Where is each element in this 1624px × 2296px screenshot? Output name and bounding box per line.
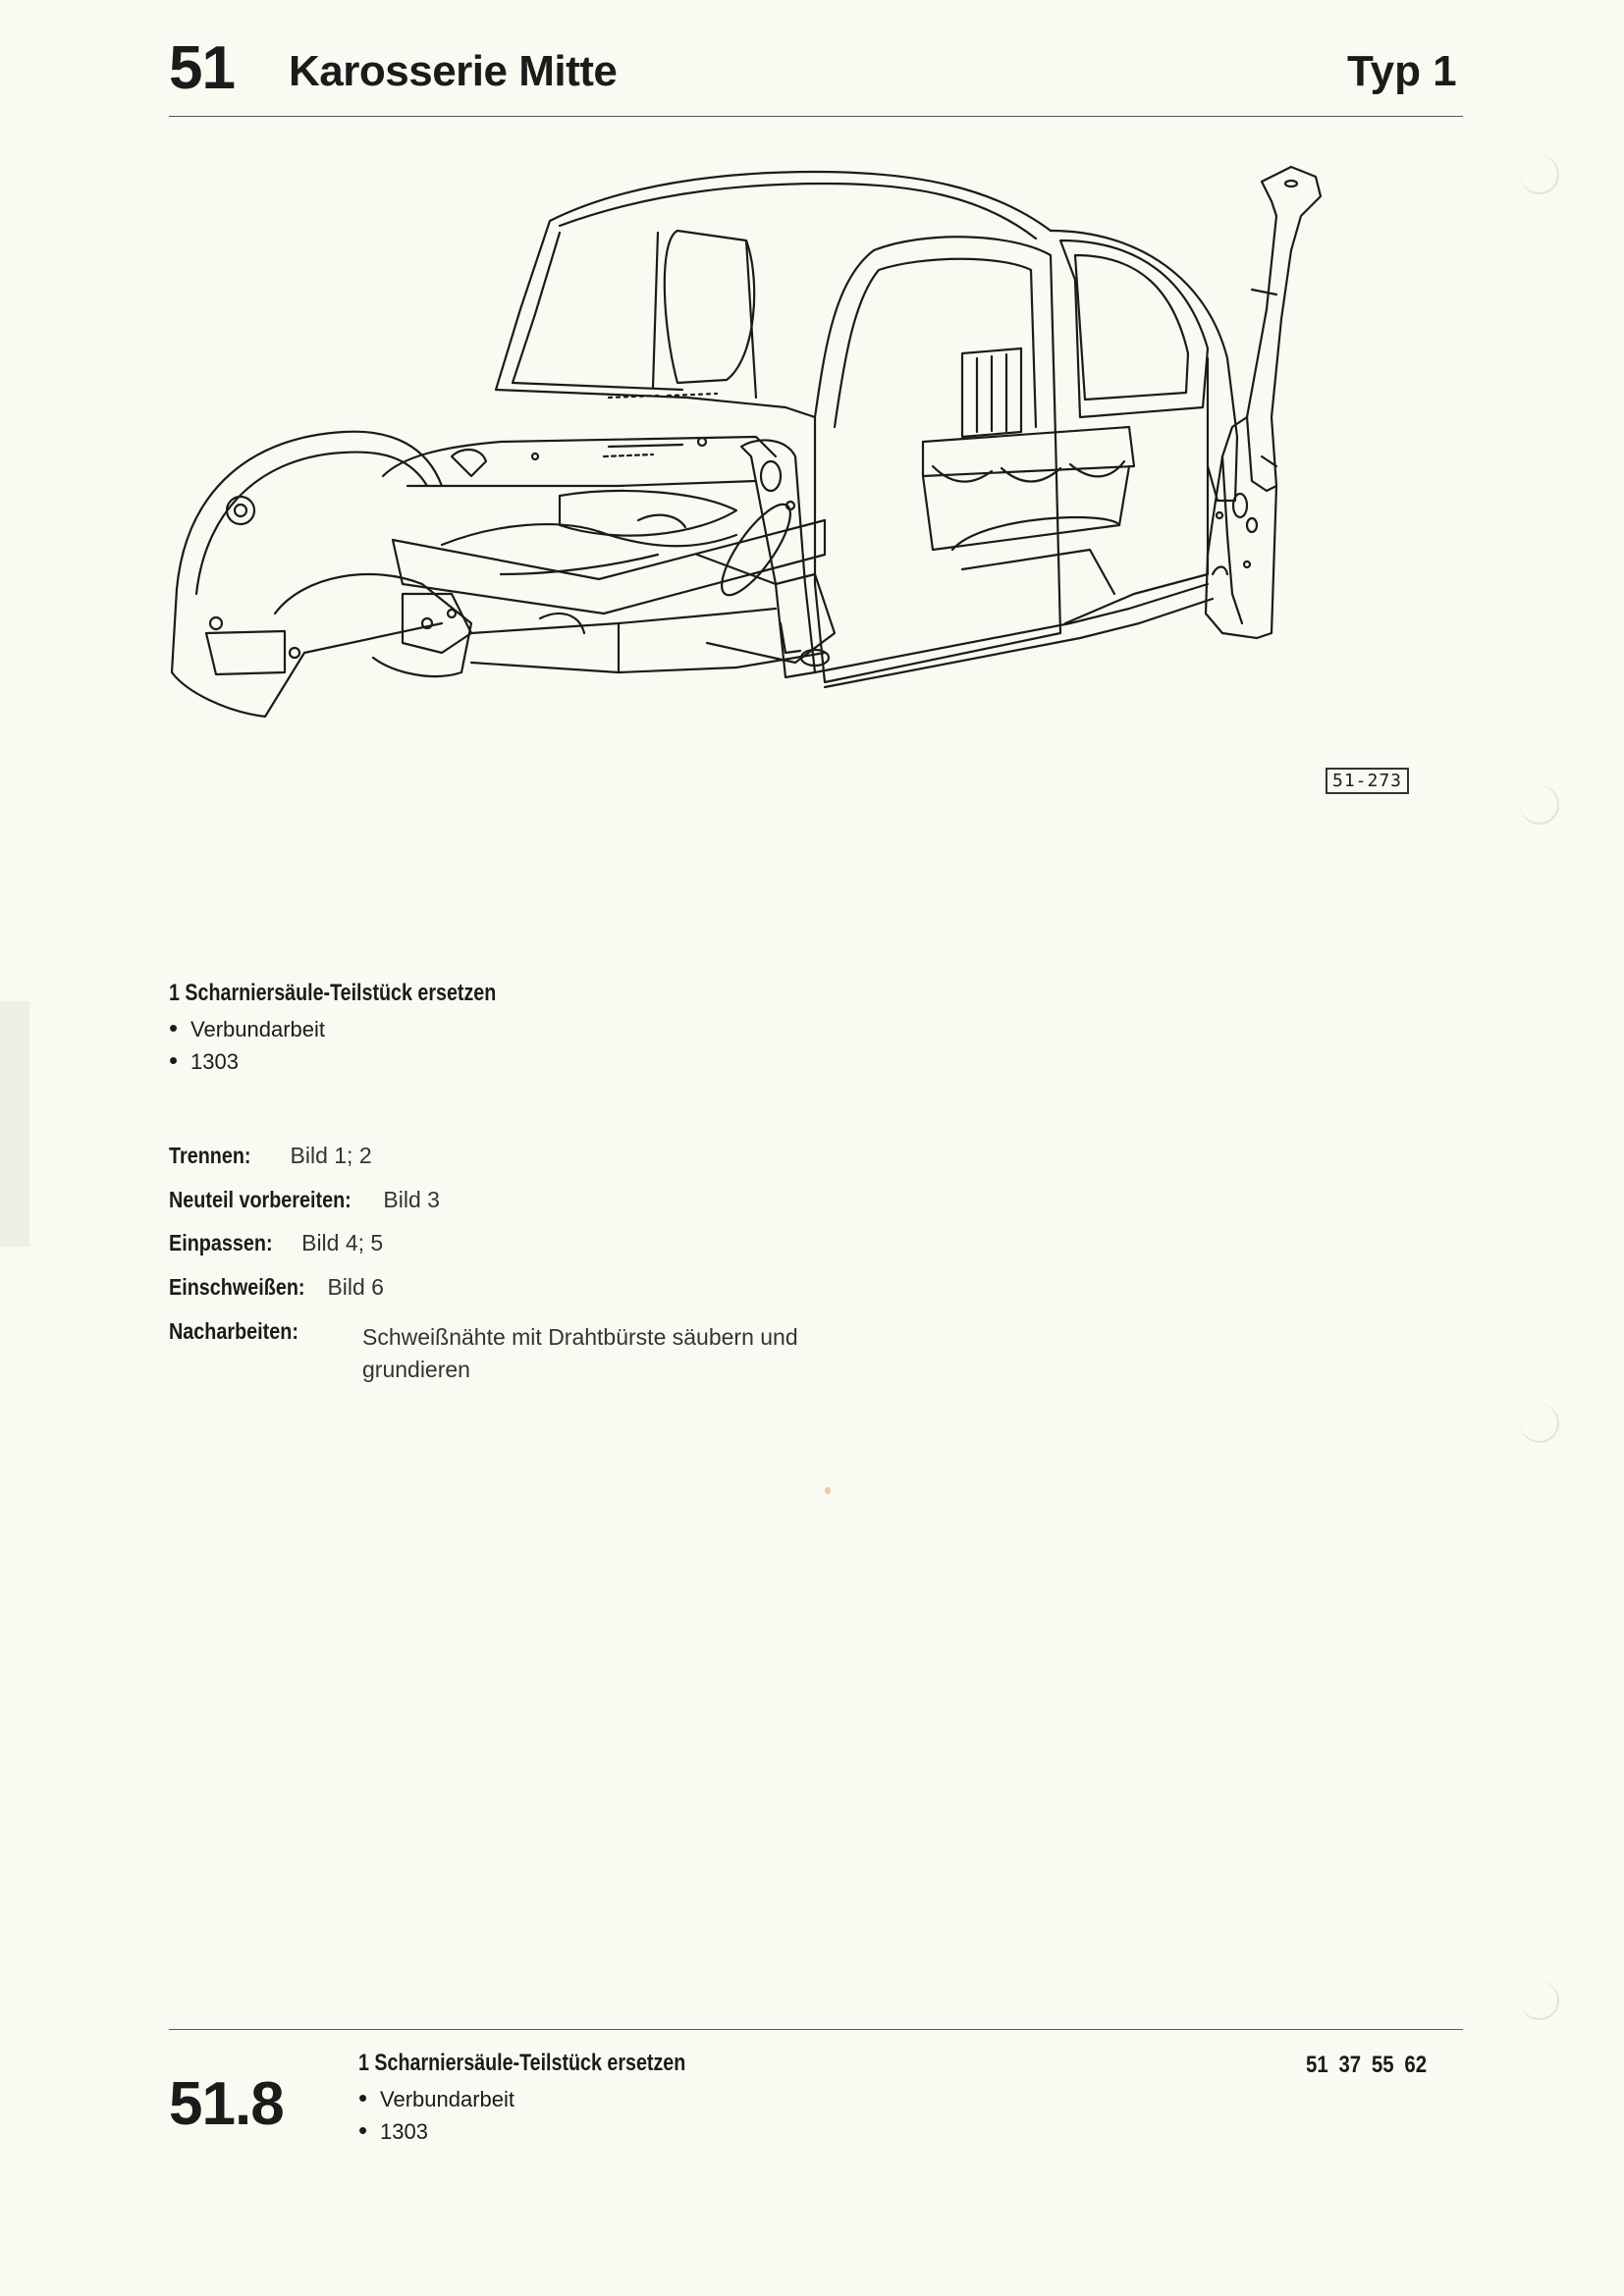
binder-hole xyxy=(1520,785,1559,825)
hinge-pillar-part-drawing xyxy=(1206,167,1321,638)
document-code: 51 37 55 62 xyxy=(1306,2052,1428,2078)
figure-reference: 51-273 xyxy=(1326,768,1409,794)
binder-hole xyxy=(1520,155,1559,194)
footer-bullet: • 1303 xyxy=(358,2117,428,2145)
chapter-title: Karosserie Mitte xyxy=(289,47,618,95)
procedure-label: Nacharbeiten: xyxy=(169,1318,298,1344)
procedure-label: Neuteil vorbereiten: xyxy=(169,1187,352,1212)
procedure-label: Einschweißen: xyxy=(169,1274,305,1300)
header-rule xyxy=(169,116,1463,117)
scan-smudge xyxy=(825,1487,831,1494)
procedure-row xyxy=(169,1274,384,1301)
procedure-row xyxy=(169,1143,372,1169)
procedure-row xyxy=(169,1318,798,1382)
footer-rule xyxy=(169,2029,1463,2030)
procedure-row xyxy=(169,1187,440,1213)
scan-edge-shade xyxy=(0,1001,29,1247)
procedure-value: Bild 1; 2 xyxy=(290,1143,372,1168)
binder-hole xyxy=(1520,1404,1559,1443)
procedure-label: Einpassen: xyxy=(169,1230,273,1255)
body-shell-illustration xyxy=(147,162,1453,805)
footer-bullet: • Verbundarbeit xyxy=(358,2085,514,2112)
repair-step-bullet: • Verbundarbeit xyxy=(169,1015,325,1042)
procedure-label: Trennen: xyxy=(169,1143,251,1168)
footer-title: 1 Scharniersäule-Teilstück ersetzen xyxy=(358,2050,686,2076)
procedure-row xyxy=(169,1230,383,1256)
page-number: 51.8 xyxy=(169,2070,284,2138)
procedure-value: Bild 3 xyxy=(383,1187,440,1212)
binder-hole xyxy=(1520,1981,1559,2020)
procedure-value: Bild 4; 5 xyxy=(301,1230,384,1255)
model-type: Typ 1 xyxy=(1347,47,1457,95)
procedure-value: Bild 6 xyxy=(327,1274,384,1300)
repair-step-bullet: • 1303 xyxy=(169,1047,239,1075)
car-body-drawing xyxy=(172,172,1237,717)
procedure-value: Schweißnähte mit Drahtbürste säubern und grundieren xyxy=(362,1324,798,1382)
repair-step-title: 1 Scharniersäule-Teilstück ersetzen xyxy=(169,980,497,1006)
chapter-number: 51 xyxy=(169,34,235,102)
